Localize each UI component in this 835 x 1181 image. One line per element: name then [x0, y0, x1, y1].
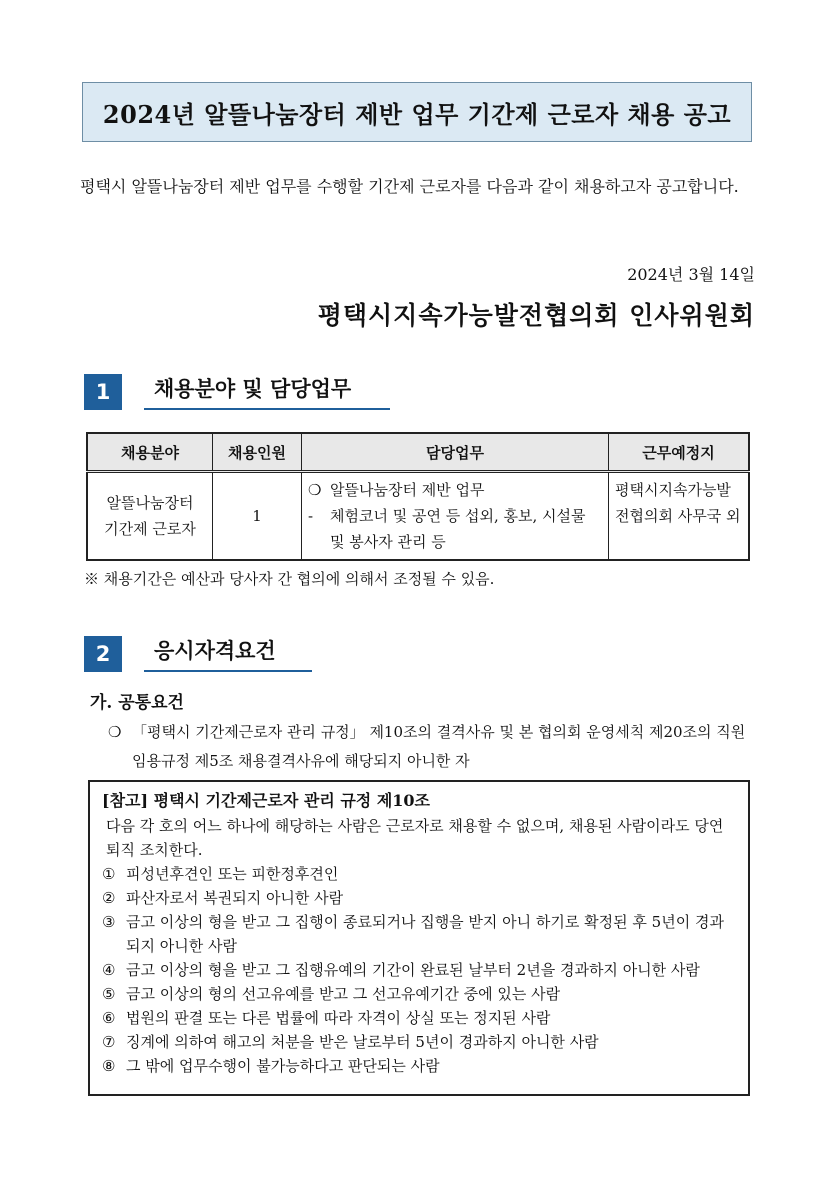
cell-duty [302, 472, 609, 561]
page-title-box [82, 82, 752, 142]
reference-title: [참고] 평택시 기간제근로자 관리 규정 제10조 [102, 791, 431, 810]
cell-count: 1 [213, 472, 302, 561]
jobs-table [86, 432, 750, 561]
page-title: 2024년 알뜰나눔장터 제반 업무 기간제 근로자 채용 공고 [102, 99, 732, 129]
list-item: ⑥ 법원의 판결 또는 다른 법률에 따라 자격이 상실 또는 정지된 사람 [102, 1009, 551, 1027]
duty-sub-text: 체험코너 및 공연 등 섭외, 홍보, 시설물 및 봉사자 관리 등 [330, 507, 586, 551]
reference-box [88, 780, 750, 1096]
common-requirements-heading: 가. 공통요건 [90, 693, 184, 713]
circle-bullet-icon: ❍ [108, 723, 122, 741]
table-row [87, 472, 749, 561]
list-item: ③ 금고 이상의 형을 받고 그 집행이 종료되거나 집행을 받지 아니 하기로 확정된 후 5년이 경과되지 아니한 사람 [102, 913, 724, 955]
circle-bullet-icon: ❍ [308, 481, 322, 499]
list-item: ⑧ 그 밖에 업무수행이 불가능하다고 판단되는 사람 [102, 1057, 440, 1075]
list-item: ⑤ 금고 이상의 형의 선고유예를 받고 그 선고유예기간 중에 있는 사람 [102, 985, 561, 1003]
list-item: ① 피성년후견인 또는 피한정후견인 [102, 865, 339, 883]
section-1-number: 1 [84, 374, 122, 410]
intro-paragraph: 평택시 알뜰나눔장터 제반 업무를 수행할 기간제 근로자를 다음과 같이 채용하고자 공고합니다. [80, 177, 739, 196]
section-1-title: 채용분야 및 담당업무 [144, 374, 390, 410]
list-item: ② 파산자로서 복권되지 아니한 사람 [102, 889, 344, 907]
header-workplace: 근무예정지 [609, 433, 750, 472]
employment-period-note: ※ 채용기간은 예산과 당사자 간 협의에 의해서 조정될 수 있음. [84, 570, 495, 588]
header-count: 채용인원 [213, 433, 302, 472]
reference-body: 다음 각 호의 어느 하나에 해당하는 사람은 근로자로 채용할 수 없으며, 채용된 사람이라도 당연 퇴직 조치한다. [106, 817, 724, 859]
disqualification-list [102, 862, 736, 1078]
announcement-date: 2024년 3월 14일 [627, 265, 755, 284]
cell-field: 알뜰나눔장터 기간제 근로자 [87, 472, 213, 561]
section-2-number: 2 [84, 636, 122, 672]
header-duty: 담당업무 [302, 433, 609, 472]
list-item: ④ 금고 이상의 형을 받고 그 집행유예의 기간이 완료된 날부터 2년을 경과하지 아니한 사람 [102, 961, 700, 979]
section-2-title: 응시자격요건 [144, 636, 312, 672]
dash-bullet: - [308, 507, 314, 525]
header-field: 채용분야 [87, 433, 213, 472]
requirement-text: 「평택시 기간제근로자 관리 규정」 제10조의 결격사유 및 본 협의회 운영세칙 제20조의 직원임용규정 제5조 채용결격사유에 해당되지 아니한 자 [132, 723, 746, 770]
list-item: ⑦ 징계에 의하여 해고의 처분을 받은 날로부터 5년이 경과하지 아니한 사람 [102, 1033, 599, 1051]
duty-main-item [308, 477, 602, 503]
cell-workplace: 평택시지속가능발전협의회 사무국 외 [609, 472, 750, 561]
requirement-item [108, 718, 758, 776]
duty-main-text: 알뜰나눔장터 제반 업무 [330, 481, 485, 499]
organization-name: 평택시지속가능발전협의회 인사위원회 [317, 301, 755, 330]
duty-sub-item [308, 503, 602, 555]
jobs-table-header-row [87, 433, 749, 472]
